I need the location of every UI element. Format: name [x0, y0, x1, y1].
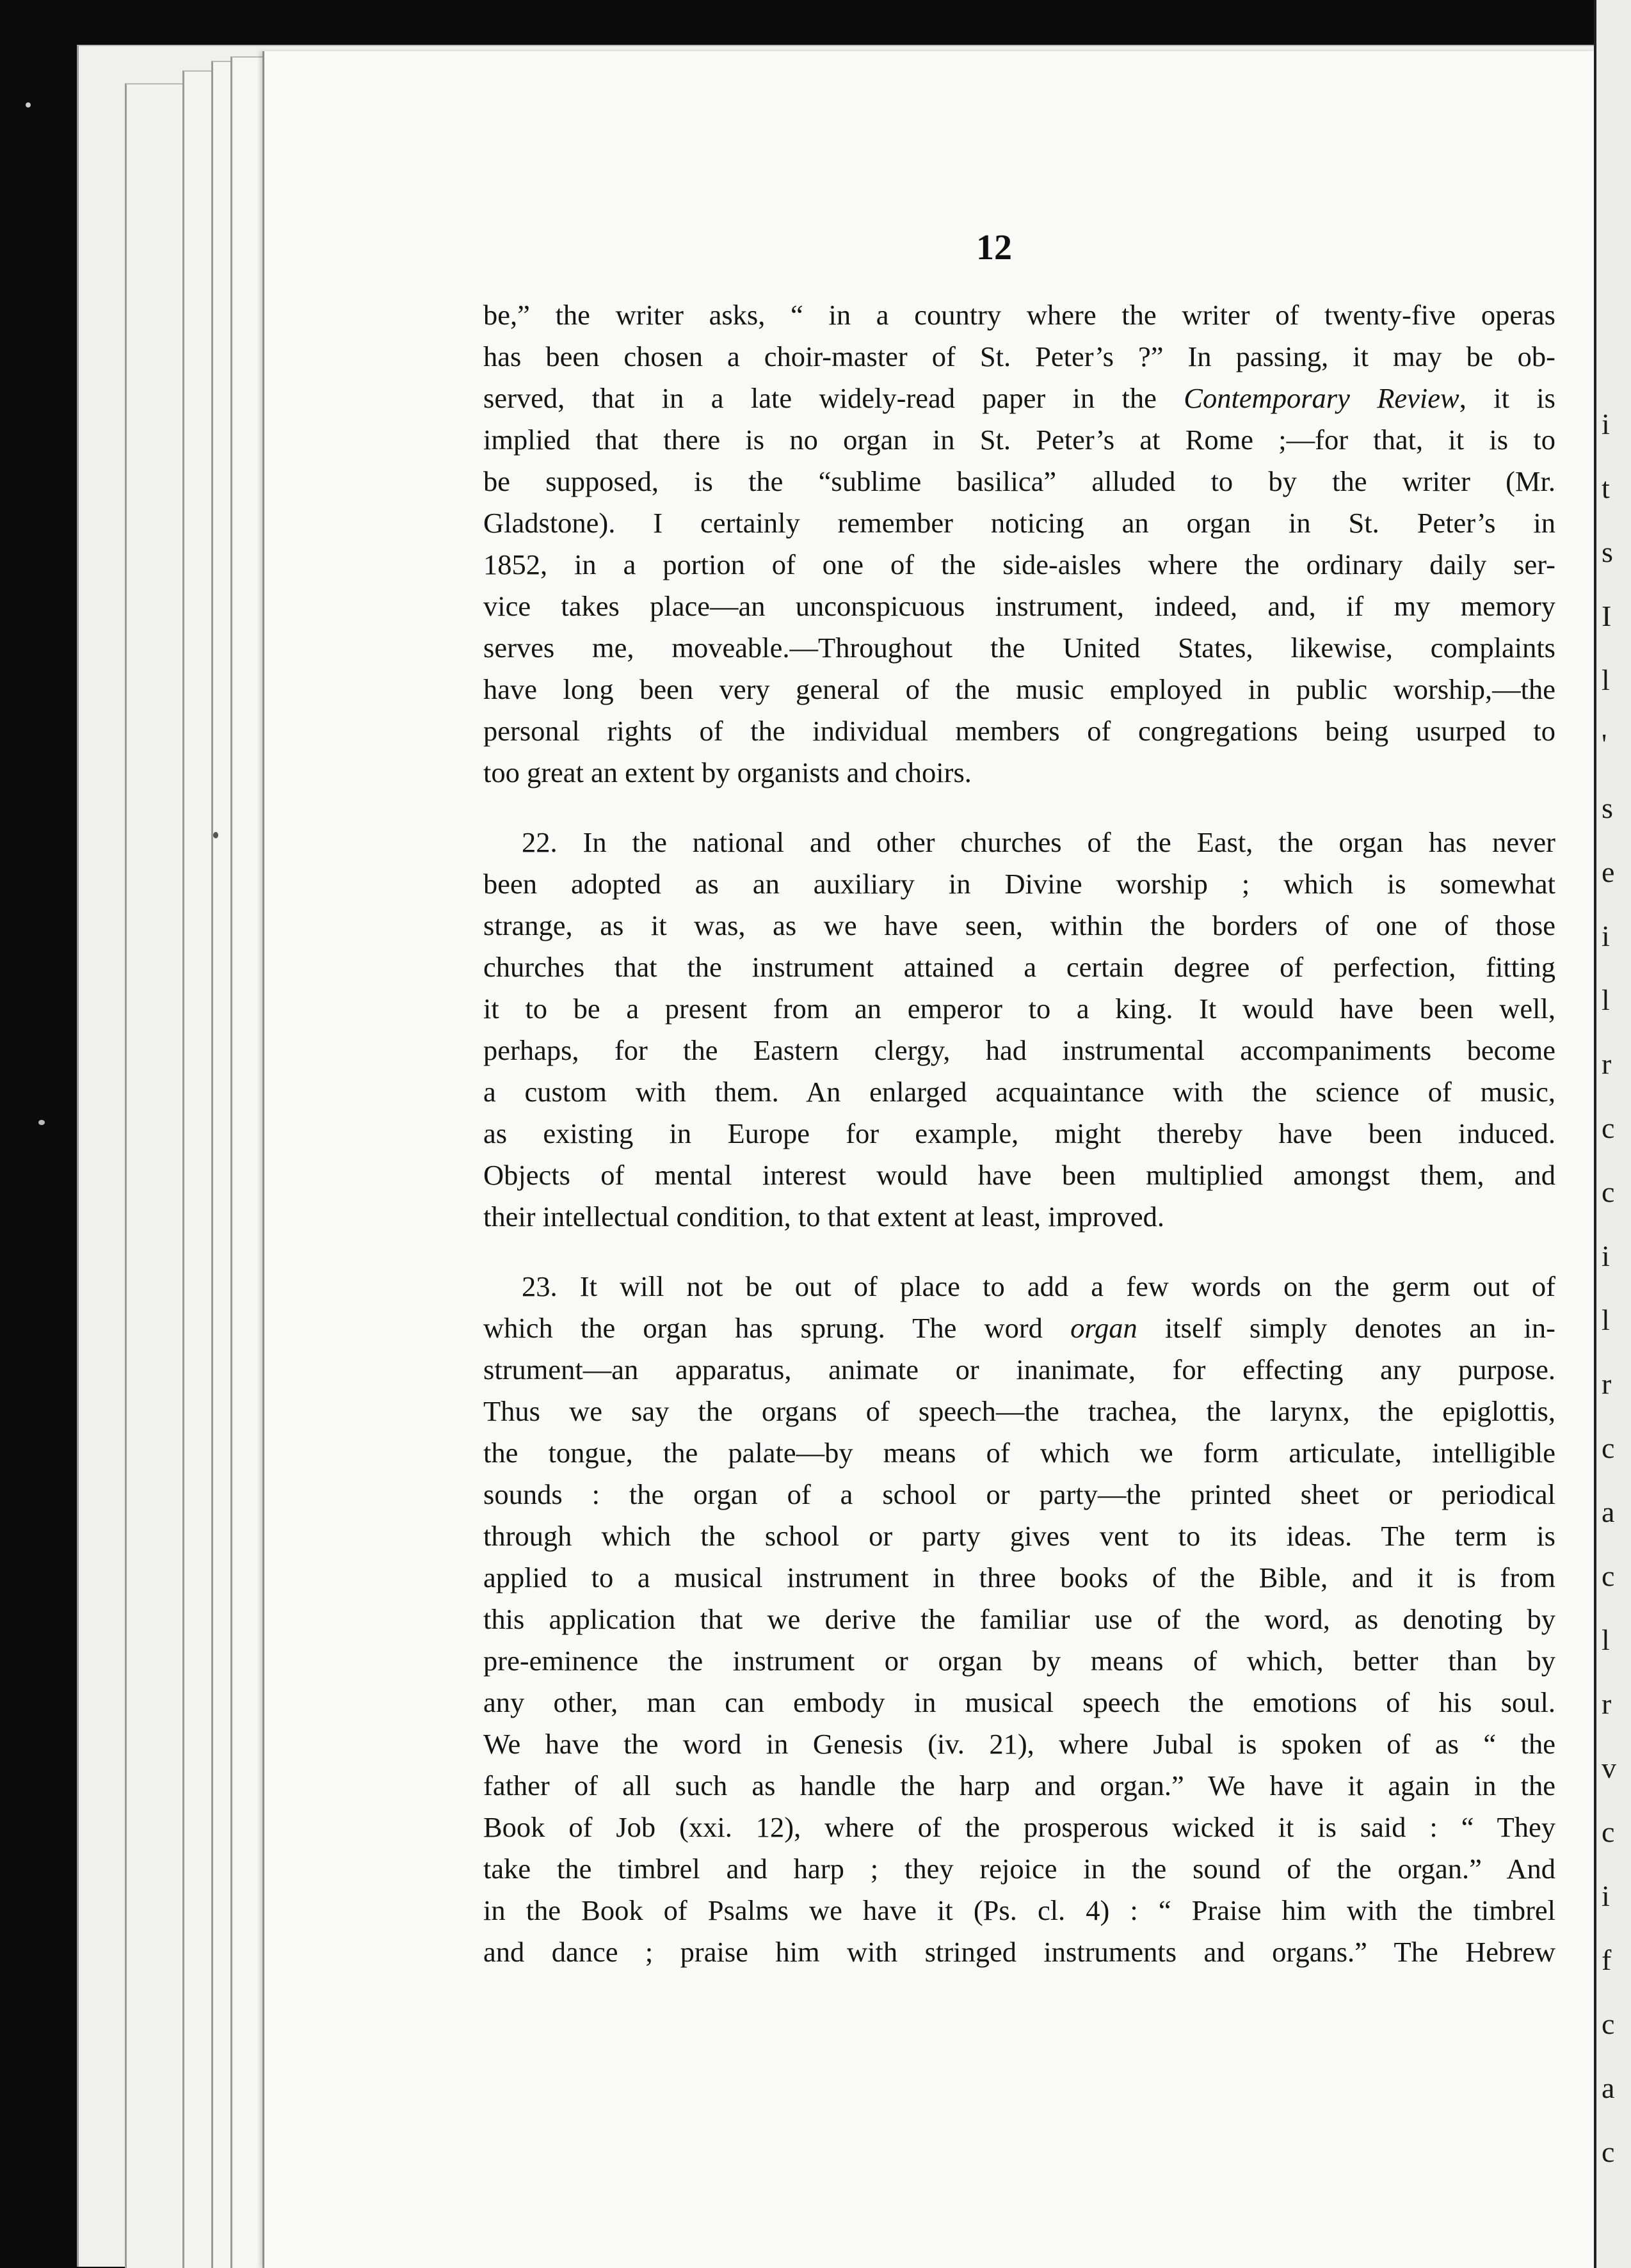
facing-page-letter: c [1602, 2008, 1615, 2040]
text-line: a custom with them. An enlarged acquaintance with the science of music, [483, 1076, 1555, 1108]
text-line: any other, man can embody in musical speech the emotions of his soul. [483, 1686, 1555, 1718]
facing-page-letter: e [1602, 856, 1615, 888]
facing-page-letter: c [1602, 1560, 1615, 1592]
text-line: served, that in a late widely-read paper in the Contemporary Review, it is [483, 382, 1555, 414]
facing-page-letter: r [1602, 1368, 1612, 1400]
text-line: sounds : the organ of a school or party—the printed sheet or periodical [483, 1478, 1555, 1510]
text-line: too great an extent by organists and choirs. [483, 756, 972, 788]
facing-page-letter: r [1602, 1048, 1612, 1080]
text-line: their intellectual condition, to that extent at least, improved. [483, 1201, 1164, 1233]
text-line: churches that the instrument attained a certain degree of perfection, fitting [483, 951, 1555, 983]
text-line: which the organ has sprung. The word organ itself simply denotes an in- [483, 1312, 1555, 1344]
facing-page-letter: i [1602, 408, 1610, 440]
text-line: implied that there is no organ in St. Peter’s at Rome ;—for that, it is to [483, 424, 1555, 456]
scan-speck [26, 102, 31, 108]
text-line: Objects of mental interest would have been multiplied amongst them, and [483, 1159, 1555, 1191]
facing-page-letter: l [1602, 664, 1610, 696]
text-line: strument—an apparatus, animate or inanimate, for effecting any purpose. [483, 1354, 1555, 1386]
facing-page-letter: r [1602, 1688, 1612, 1720]
page-number: 12 [976, 228, 1012, 268]
text-line: take the timbrel and harp ; they rejoice in the sound of the organ.” And [483, 1853, 1555, 1885]
text-line: personal rights of the individual members of congregations being usurped to [483, 715, 1555, 747]
text-line: be supposed, is the “sublime basilica” alluded to by the writer (Mr. [483, 465, 1555, 497]
text-line: the tongue, the palate—by means of which we form articulate, intelligible [483, 1437, 1555, 1469]
text-line: pre-eminence the instrument or organ by means of which, better than by [483, 1645, 1555, 1677]
text-line: it to be a present from an emperor to a king. It would have been well, [483, 993, 1555, 1025]
text-line: strange, as it was, as we have seen, within the borders of one of those [483, 909, 1555, 941]
text-line: Book of Job (xxi. 12), where of the prosperous wicked it is said : “ They [483, 1811, 1555, 1843]
facing-page-letter: s [1602, 792, 1613, 824]
facing-page-letter: I [1602, 600, 1612, 632]
facing-page-letter: t [1602, 472, 1610, 504]
scan-speck [213, 832, 218, 838]
text-line: and dance ; praise him with stringed instruments and organs.” The Hebrew [483, 1936, 1555, 1968]
facing-page-letter: c [1602, 2136, 1615, 2168]
text-line: Gladstone). I certainly remember noticing an organ in St. Peter’s in [483, 507, 1555, 539]
text-line: We have the word in Genesis (iv. 21), where Jubal is spoken of as “ the [483, 1728, 1555, 1760]
text-line: this application that we derive the familiar use of the word, as denoting by [483, 1603, 1555, 1635]
facing-page-edge [1594, 0, 1631, 2268]
italic-term: organ [1070, 1312, 1137, 1344]
text-line: perhaps, for the Eastern clergy, had instrumental accompaniments become [483, 1034, 1555, 1066]
facing-page-letter: i [1602, 920, 1610, 952]
facing-page-letter: i [1602, 1240, 1610, 1272]
facing-page-letter: l [1602, 984, 1610, 1016]
facing-page-letter: v [1602, 1752, 1616, 1784]
facing-page-letter: c [1602, 1432, 1615, 1464]
italic-title: Contemporary Review [1184, 382, 1459, 414]
facing-page-letter: l [1602, 1304, 1610, 1336]
text-line: be,” the writer asks, “ in a country where the writer of twenty-five operas [483, 299, 1555, 331]
text-line: 23. It will not be out of place to add a few words on the germ out of [522, 1270, 1555, 1302]
facing-page-letter: c [1602, 1816, 1615, 1848]
facing-page-letter: a [1602, 2072, 1615, 2104]
text-line: been adopted as an auxiliary in Divine worship ; which is somewhat [483, 868, 1555, 900]
text-line: Thus we say the organs of speech—the trachea, the larynx, the epiglottis, [483, 1395, 1555, 1427]
text-line: have long been very general of the music employed in public worship,—the [483, 673, 1555, 705]
scan-speck [38, 1120, 45, 1125]
facing-page-letter: a [1602, 1496, 1615, 1528]
text-line: vice takes place—an unconspicuous instrument, indeed, and, if my memory [483, 590, 1555, 622]
text-line: 1852, in a portion of one of the side-aisles where the ordinary daily ser- [483, 548, 1555, 580]
text-line: in the Book of Psalms we have it (Ps. cl. 4) : “ Praise him with the timbrel [483, 1894, 1555, 1926]
text-line: as existing in Europe for example, might thereby have been induced. [483, 1117, 1555, 1149]
facing-page-letter: ' [1602, 728, 1607, 760]
facing-page-letter: c [1602, 1112, 1615, 1144]
text-line: through which the school or party gives vent to its ideas. The term is [483, 1520, 1555, 1552]
facing-page-letter: f [1602, 1944, 1612, 1976]
text-line: father of all such as handle the harp and organ.” We have it again in the [483, 1769, 1555, 1801]
text-line: 22. In the national and other churches of the East, the organ has never [522, 826, 1555, 858]
facing-page-letter: c [1602, 1176, 1615, 1208]
page-body [483, 294, 1555, 1973]
facing-page-letter: s [1602, 536, 1613, 568]
text-line: serves me, moveable.—Throughout the United States, likewise, complaints [483, 632, 1555, 664]
text-line: has been chosen a choir-master of St. Peter’s ?” In passing, it may be ob- [483, 340, 1555, 372]
facing-page-letter: i [1602, 1880, 1610, 1912]
facing-page-letter: l [1602, 1624, 1610, 1656]
text-line: applied to a musical instrument in three books of the Bible, and it is from [483, 1561, 1555, 1593]
